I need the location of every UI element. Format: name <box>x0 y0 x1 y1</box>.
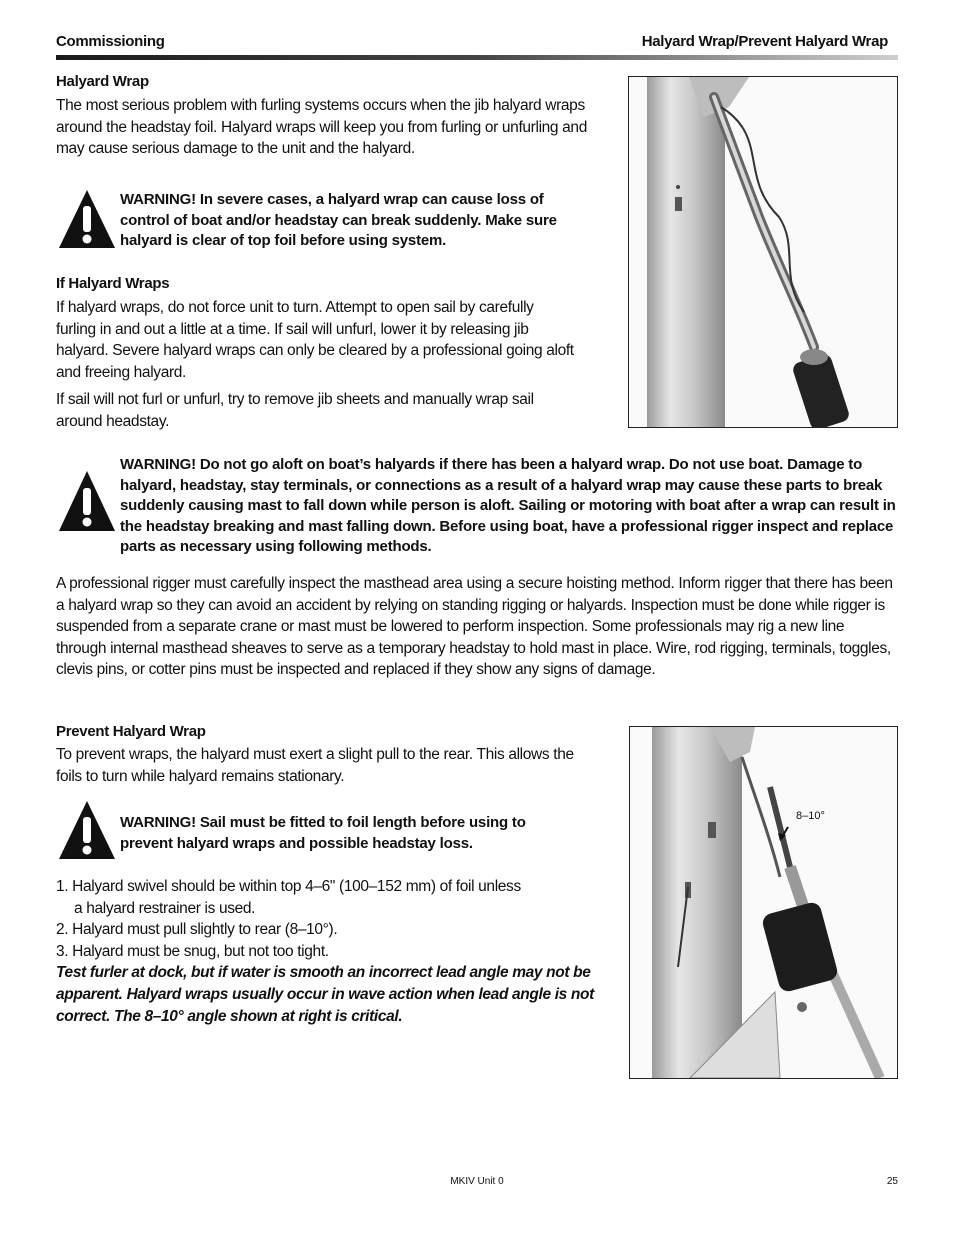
paragraph-if-wraps-1: If halyard wraps, do not force unit to turn. Attempt to open sail by carefully furling in and out a little at a time. If sail will unfurl, lower it by releasing jib halyard. Severe halyard wraps can only be cleared by a professional going aloft and freeing halyard. <box>56 299 574 381</box>
list-item <box>56 941 616 963</box>
heading-halyard-wrap: Halyard Wrap <box>56 73 149 90</box>
header-rule <box>56 55 898 60</box>
list-item-text: 1. Halyard swivel should be within top 4–6" (100–152 mm) of foil unless <box>56 878 521 895</box>
paragraph-prevent: To prevent wraps, the halyard must exert a slight pull to the rear. This allows the foils to turn while halyard remains stationary. <box>56 746 574 785</box>
list-item-text: a halyard restrainer is used. <box>74 899 256 917</box>
list-item-text: 3. Halyard must be snug, but not too tight. <box>56 942 329 960</box>
warning-icon <box>58 189 116 249</box>
warning-text-severe: WARNING! In severe cases, a halyard wrap can cause loss of control of boat and/or headstay can break suddenly. Make sure halyard is clear of top foil before using system. <box>120 191 557 249</box>
topic-title: Halyard Wrap/Prevent Halyard Wrap <box>641 33 888 50</box>
heading-if-halyard-wraps: If Halyard Wraps <box>56 275 170 292</box>
page-number: 25 <box>886 1176 898 1187</box>
paragraph-rigger-inspection: A professional rigger must carefully inspect the masthead area using a secure hoisting method. Inform rigger that there has been a halyard wrap so they can avoid an accident by relying on standing rigging or halyards. Inspection must be done while rigger is suspended from a separate crane or mast must be lowered to perform inspection. Some professionals may rig a new line through internal masthead sheaves to serve as a temporary headstay to hold mast in place. Wire, rod rigging, terminals, toggles, clevis pins, or cotter pins must be inspected and replaced if they show any signs of damage. <box>56 575 893 678</box>
paragraph-if-wraps-2: If sail will not furl or unfurl, try to remove jib sheets and manually wrap sail around headstay. <box>56 391 534 430</box>
footer-doc: MKIV Unit 0 <box>450 1176 504 1187</box>
warning-text-aloft: WARNING! Do not go aloft on boat’s halyards if there has been a halyard wrap. Do not use boat. Damage to halyard, headstay, stay terminals, or connections as a result of a halyard wrap may cause these parts to break suddenly causing mast to fall down while person is aloft. Sailing or motoring with boat after a wrap can result in the headstay breaking and mast falling down. Before using boat, have a professional rigger inspect and replace parts as necessary using following methods. <box>120 456 896 555</box>
angle-label: 8–10° <box>796 810 825 822</box>
warning-icon <box>58 470 116 532</box>
prevent-steps-list <box>56 876 616 962</box>
section-title: Commissioning <box>56 33 165 50</box>
list-item-text: 2. Halyard must pull slightly to rear (8–10°). <box>56 921 338 938</box>
warning-icon <box>58 800 116 860</box>
photo-halyard-wrap <box>628 76 898 428</box>
list-item <box>56 919 616 941</box>
heading-prevent-halyard-wrap: Prevent Halyard Wrap <box>56 723 206 740</box>
warning-text-sail-fit: WARNING! Sail must be fitted to foil length before using to prevent halyard wraps and possible headstay loss. <box>120 814 526 852</box>
list-item <box>56 876 616 919</box>
photo-prevent-wrap <box>629 726 898 1079</box>
paragraph-halyard-wrap: The most serious problem with furling systems occurs when the jib halyard wraps around the headstay foil. Halyard wraps will keep you from furling or unfurling and may cause serious damage to the unit and the halyard. <box>56 97 587 157</box>
note-lead-angle: Test furler at dock, but if water is smooth an incorrect lead angle may not be apparent. Halyard wraps usually occur in wave action when lead angle is not correct. The 8–10° angle shown at right is critical. <box>56 964 594 1025</box>
